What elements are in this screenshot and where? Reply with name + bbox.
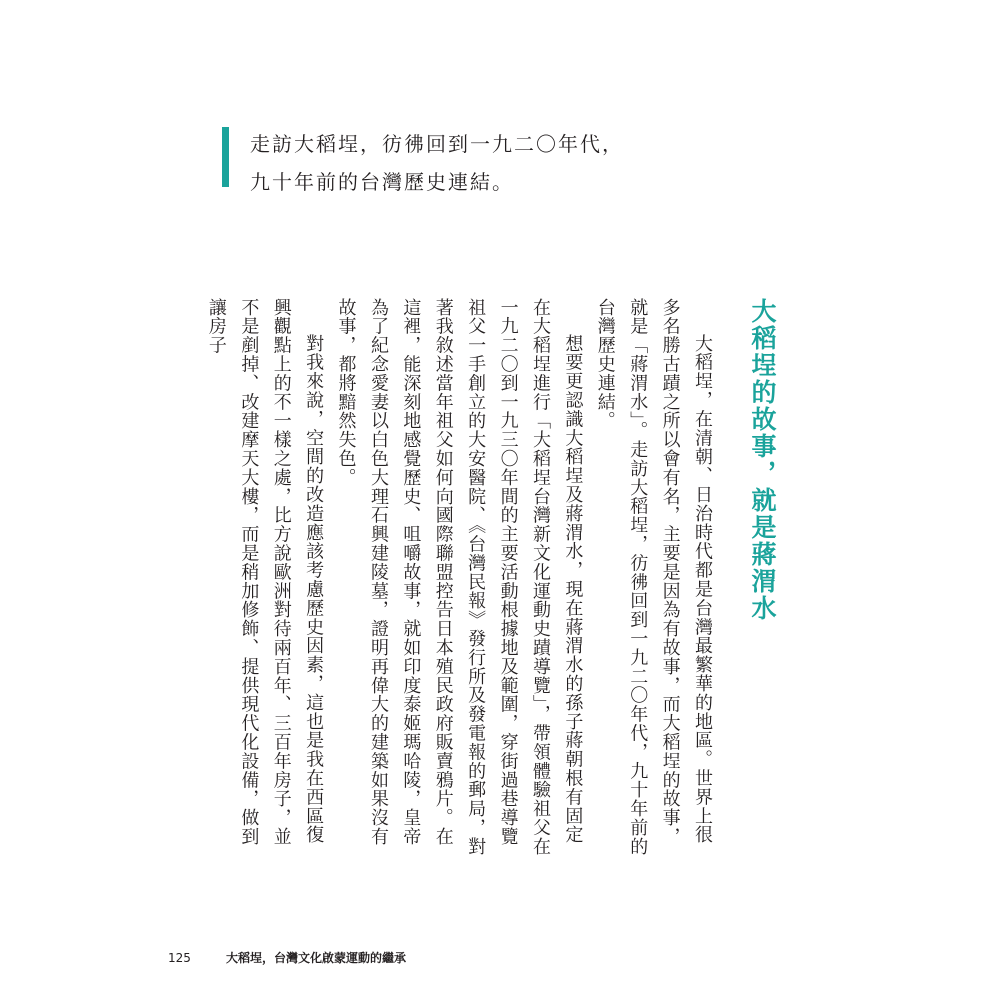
page-footer <box>168 949 406 966</box>
running-title: 大稻埕，台灣文化啟蒙運動的繼承 <box>226 951 407 965</box>
body-paragraph: 對我來說，空間的改造應該考慮歷史因素，這也是我在西區復興觀點上的不一樣之處，比方說歐洲對待兩百年、三百年房子，並不是剷掉、改建摩天大樓，而是稍加修飾、提供現代化設備，做到讓房子 <box>205 298 325 847</box>
section-heading: 大稻埕的故事，就是蔣渭水 <box>748 298 777 622</box>
body-paragraph: 想要更認識大稻埕及蔣渭水，現在蔣渭水的孫子蔣朝根有固定在大稻埕進行「大稻埕台灣新文化運動史蹟導覽」，帶領體驗祖父在一九二〇到一九三〇年間的主要活動根據地及範圍，穿街過巷導覽祖父一手創立的大安醫院、《台灣民報》發行所及發電報的郵局，對著我敘述當年祖父如何向國際聯盟控告日本殖民政府販賣鴉片。在這裡，能深刻地感覺歷史、咀嚼故事，就如印度泰姬瑪哈陵，皇帝為了紀念愛妻以白色大理石興建陵墓，證明再偉大的建築如果沒有故事，都將黯然失色。 <box>335 298 584 856</box>
page-number: 125 <box>168 951 191 965</box>
quote-accent-bar <box>222 127 229 187</box>
pull-quote <box>250 125 624 201</box>
pull-quote-line: 九十年前的台灣歷史連結。 <box>250 170 514 194</box>
pull-quote-line: 走訪大稻埕，彷彿回到一九二〇年代， <box>250 132 624 156</box>
vertical-body-text <box>205 298 782 858</box>
body-paragraph: 大稻埕，在清朝、日治時代都是台灣最繁華的地區。世界上很多名勝古蹟之所以會有名，主要是因為有故事，而大稻埕的故事，就是「蔣渭水」。走訪大稻埕，彷彿回到一九二〇年代，九十年前的台灣歷史連結。 <box>594 298 713 856</box>
